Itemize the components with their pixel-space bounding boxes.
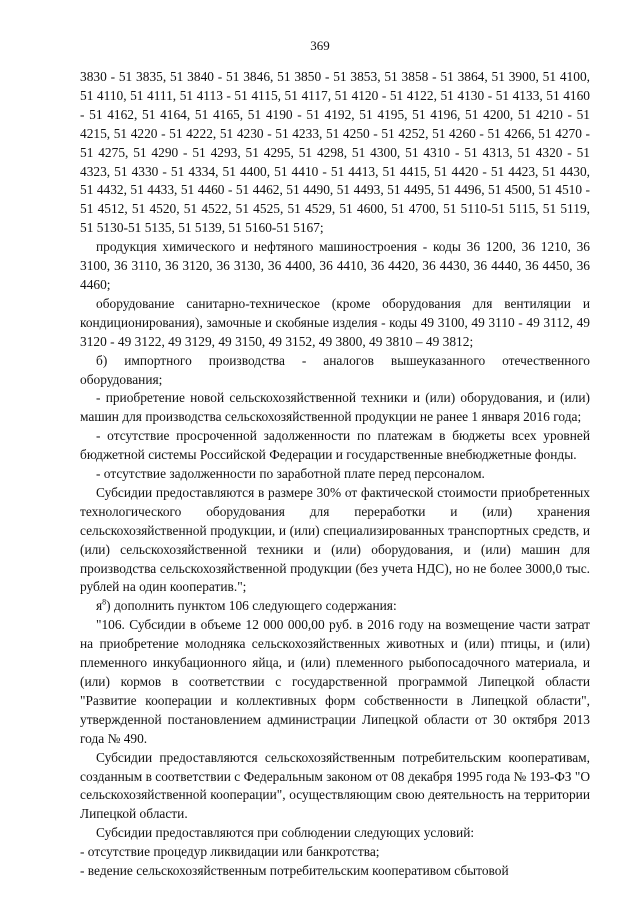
- paragraph-item-ya8: [80, 597, 590, 616]
- paragraph-condition-sales-activity: - ведение сельскохозяйственным потребительским кооперативом сбытовой: [80, 863, 509, 879]
- paragraph-code-list: 3830 - 51 3835, 51 3840 - 51 3846, 51 3850 - 51 3853, 51 3858 - 51 3864, 51 3900, 51 4100, 51 4110, 51 4111, 51 4113 - 51 4115, 51 4117, 51 4120 - 51 4122, 51 4130 - 51 4133, 51 4160 - 51 4162, 51 4164, 51 4165, 51 4190 - 51 4192, 51 4195, 51 4196, 51 4200, 51 4210 - 51 4215, 51 4220 - 51 4222, 51 4230 - 51 4233, 51 4250 - 51 4252, 51 4260 - 51 4266, 51 4270 - 51 4275, 51 4290 - 51 4293, 51 4295, 51 4298, 51 4300, 51 4310 - 51 4313, 51 4320 - 51 4323, 51 4330 - 51 4334, 51 4400, 51 4410 - 51 4413, 51 4415, 51 4420 - 51 4423, 51 4430, 51 4432, 51 4433, 51 4460 - 51 4462, 51 4490, 51 4493, 51 4495, 51 4496, 51 4500, 51 4510 - 51 4512, 51 4520, 51 4522, 51 4525, 51 4529, 51 4600, 51 4700, 51 5110-51 5115, 51 5119, 51 5130-51 5135, 51 5139, 51 5160-51 5167;: [80, 69, 590, 236]
- item-text: ) дополнить пунктом 106 следующего содержания:: [106, 598, 397, 614]
- paragraph-recipients: Субсидии предоставляются сельскохозяйственным потребительским кооперативам, созданным в соответствии с Федеральным законом от 08 декабря 1995 года № 193-ФЗ "О сельскохозяйственной кооперации", осуществляющим свою деятельность на территории Липецкой области.: [80, 749, 590, 822]
- paragraph-condition-no-debt-budget: - отсутствие просроченной задолженности по платежам в бюджеты всех уровней бюджетной системы Российской Федерации и государственные внебюджетные фонды.: [80, 428, 590, 463]
- paragraph-condition-no-liquidation: - отсутствие процедур ликвидации или банкротства;: [80, 844, 380, 860]
- paragraph-conditions-intro: Субсидии предоставляются при соблюдении следующих условий:: [96, 825, 475, 841]
- document-body: [80, 68, 590, 881]
- paragraph-clause-106: "106. Субсидии в объеме 12 000 000,00 руб. в 2016 году на возмещение части затрат на приобретение молодняка сельскохозяйственных животных и (или) птицы, и (или) племенного инкубационного яйца, и (или) племенного рыбопосадочного материала, и (или) кормов в соответствии с государственной программой Липецкой области "Развитие кооперации и коллективных форм собственности в Липецкой области", утвержденной постановлением администрации Липецкой области от 30 октября 2013 года № 490.: [80, 617, 590, 746]
- paragraph-subsidy-amount: Субсидии предоставляются в размере 30% от фактической стоимости приобретенных технологического оборудования для переработки и (или) хранения сельскохозяйственной продукции, и (или) специализированных транспортных средств, и (или) сельскохозяйственной техники и (или) оборудования, и (или) машин для производства сельскохозяйственной продукции (без учета НДС), но не более 3000,0 тыс. рублей на один кооператив.";: [80, 484, 590, 595]
- paragraph-chemical-equipment: продукция химического и нефтяного машиностроения - коды 36 1200, 36 1210, 36 3100, 36 3110, 36 3120, 36 3130, 36 4400, 36 4410, 36 4420, 36 4430, 36 4440, 36 4450, 36 4460;: [80, 239, 590, 292]
- page-number: 369: [310, 38, 330, 53]
- item-superscript: 8: [102, 597, 107, 607]
- item-letter: я: [96, 598, 103, 614]
- paragraph-condition-new-machinery: - приобретение новой сельскохозяйственной техники и (или) оборудования, и (или) машин для производства сельскохозяйственной продукции не ранее 1 января 2016 года;: [80, 390, 590, 425]
- paragraph-imported-equipment: б) импортного производства - аналогов вышеуказанного отечественного оборудования;: [80, 352, 590, 387]
- paragraph-condition-no-salary-debt: - отсутствие задолженности по заработной плате перед персоналом.: [96, 466, 485, 482]
- paragraph-sanitary-equipment: оборудование санитарно-техническое (кроме оборудования для вентиляции и кондиционирования), замочные и скобяные изделия - коды 49 3100, 49 3110 - 49 3112, 49 3120 - 49 3122, 49 3129, 49 3150, 49 3152, 49 3800, 49 3810 – 49 3812;: [80, 295, 590, 349]
